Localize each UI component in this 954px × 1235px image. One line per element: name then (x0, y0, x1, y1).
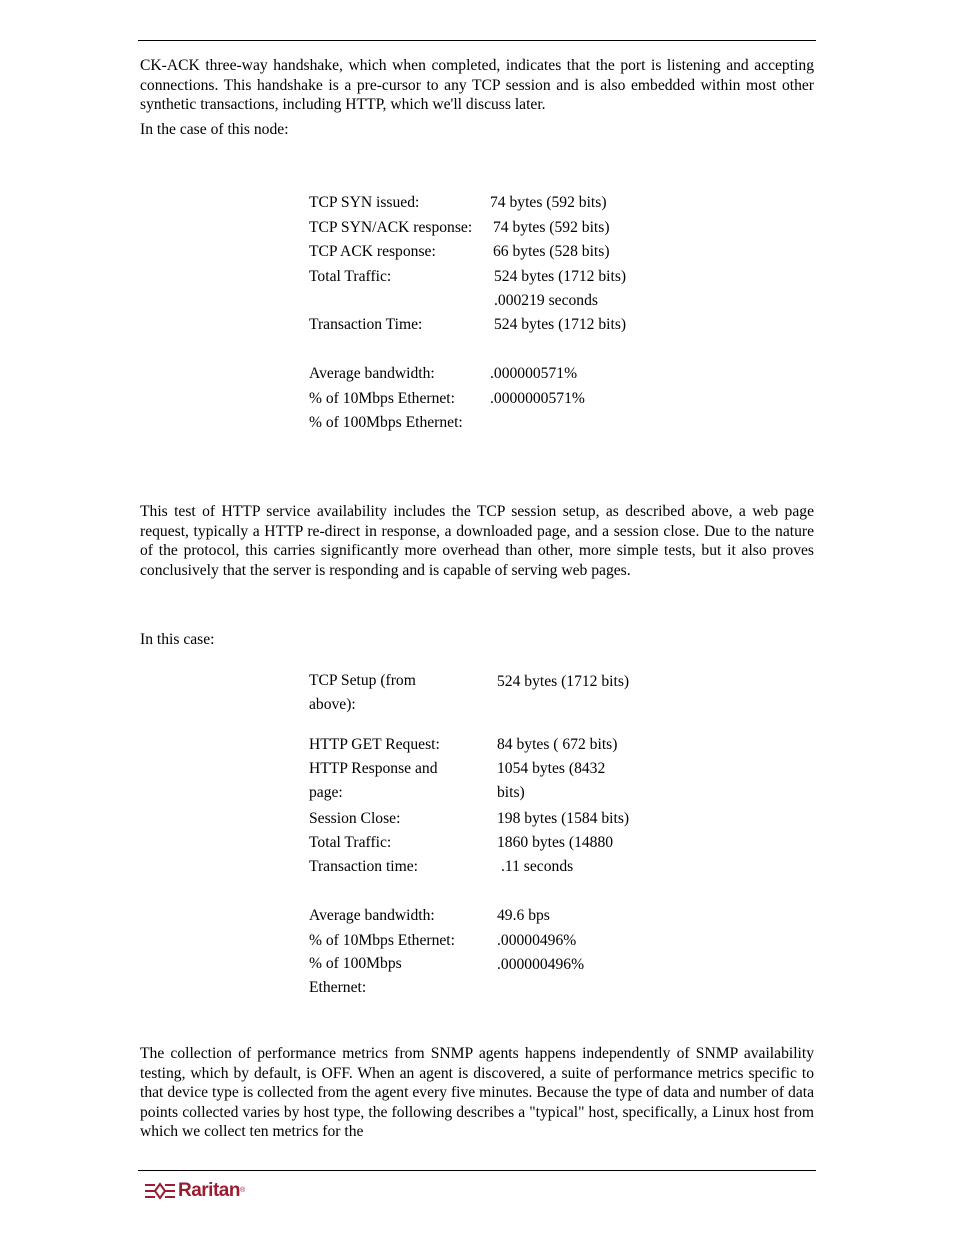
row-label: Transaction Time: (309, 316, 423, 333)
logo-wordmark: Raritan® (178, 1180, 245, 1201)
row-label: % of 10Mbps Ethernet: (309, 932, 455, 949)
row-label: HTTP GET Request: (309, 736, 440, 753)
row-value: .000000496% (497, 956, 585, 973)
row-label: TCP Setup (from above): (309, 672, 416, 714)
raritan-logo (145, 1180, 245, 1202)
row-label: % of 100Mbps Ethernet: (309, 414, 463, 431)
row-value: .000219 seconds (494, 292, 598, 309)
row-value: 1860 bytes (14880 (497, 834, 614, 851)
row-label: TCP SYN/ACK response: (309, 219, 473, 236)
row-label: Average bandwidth: (309, 907, 435, 924)
paragraph-case-intro: In this case: (140, 631, 215, 648)
paragraph-snmp-metrics: The collection of performance metrics from SNMP agents happens independently of SNMP availability testing, which by default, is OFF. When an agent is discovered, a suite of performance metrics specific to that device type is collected from the agent every five minutes. Because the type of data and number of data points collected varies by host type, the following describes a "typical" host, specifically, a Linux host from which we collect ten metrics for the (140, 1045, 814, 1141)
row-value: 74 bytes (592 bits) (493, 219, 610, 236)
row-label: Transaction time: (309, 858, 419, 875)
row-value: .00000496% (497, 932, 577, 949)
row-value: 524 bytes (1712 bits) (497, 673, 630, 690)
row-label: HTTP Response and page: (309, 760, 438, 802)
row-label: Total Traffic: (309, 834, 392, 851)
raritan-mark-icon (145, 1181, 175, 1201)
row-value: 66 bytes (528 bits) (493, 243, 610, 260)
row-value: .000000571% (490, 365, 578, 382)
row-value: .11 seconds (501, 858, 574, 875)
row-value: 524 bytes (1712 bits) (494, 268, 627, 285)
header-rule (138, 40, 816, 41)
paragraph-http-test: This test of HTTP service availability includes the TCP session setup, as described above, a web page request, typically a HTTP re-direct in response, a downloaded page, and a session close. Due to the nature of the protocol, this carries significantly more overhead than other, more simple tests, but it also proves conclusively that the server is responding and is capable of serving web pages. (140, 503, 814, 579)
paragraph-node-intro: In the case of this node: (140, 121, 289, 138)
row-value: .0000000571% (490, 390, 585, 407)
row-label: Session Close: (309, 810, 401, 827)
row-value: 74 bytes (592 bits) (490, 194, 607, 211)
row-label: TCP SYN issued: (309, 194, 420, 211)
row-value: 1054 bytes (8432 bits) (497, 760, 606, 802)
row-value: 49.6 bps (497, 907, 550, 924)
row-value: 84 bytes ( 672 bits) (497, 736, 618, 753)
footer-rule (138, 1170, 816, 1171)
row-value: 524 bytes (1712 bits) (494, 316, 627, 333)
paragraph-tcp-handshake: CK-ACK three-way handshake, which when completed, indicates that the port is listening and accepting connections. This handshake is a pre-cursor to any TCP session and is also embedded within most other synthetic transactions, including HTTP, which we'll discuss later. (140, 57, 814, 114)
row-label: % of 10Mbps Ethernet: (309, 390, 455, 407)
row-label: TCP ACK response: (309, 243, 436, 260)
row-label: Total Traffic: (309, 268, 392, 285)
row-label: % of 100Mbps Ethernet: (309, 955, 402, 997)
row-label: Average bandwidth: (309, 365, 435, 382)
row-value: 198 bytes (1584 bits) (497, 810, 630, 827)
